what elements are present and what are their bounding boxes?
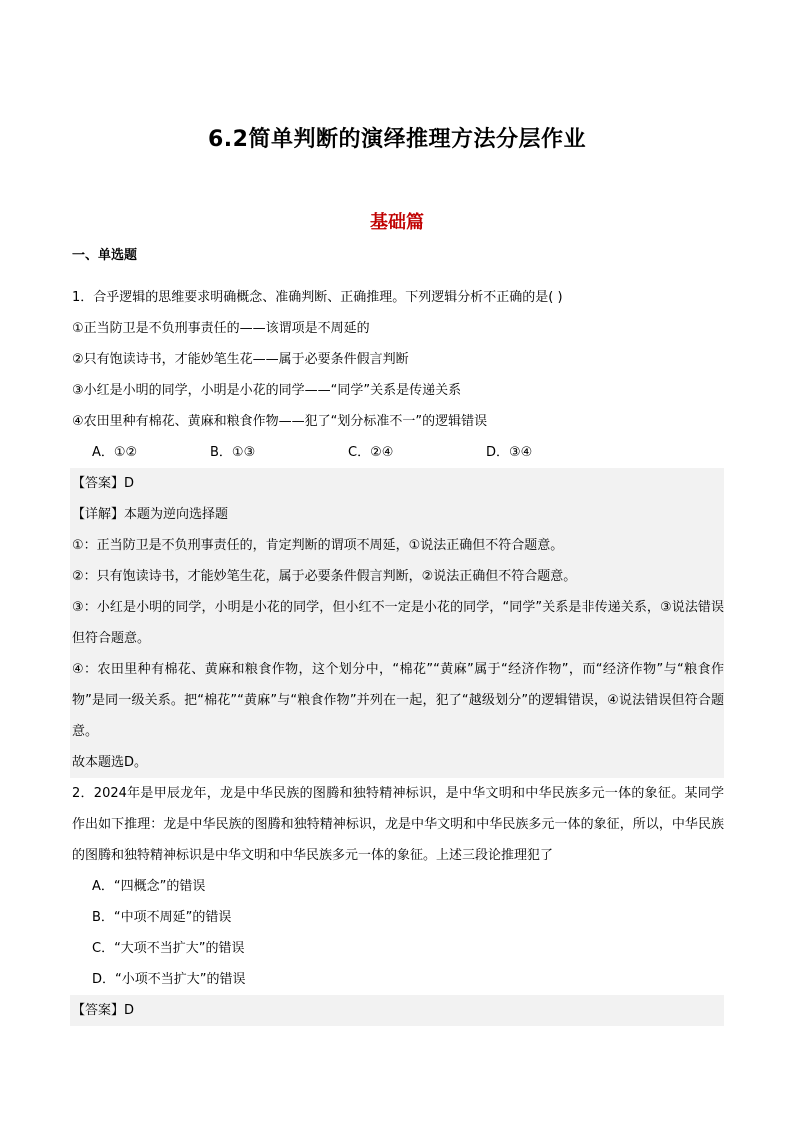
question-1-options xyxy=(70,437,724,468)
question-1-item: ④农田里种有棉花、黄麻和粮食作物——犯了“划分标准不一”的逻辑错误 xyxy=(72,414,488,429)
question-1-item: ①正当防卫是不负刑事责任的——该谓项是不周延的 xyxy=(72,321,370,336)
option-d: D．③④ xyxy=(486,445,533,460)
question-2-stem: 2．2024年是甲辰龙年，龙是中华民族的图腾和独特精神标识，是中华文明和中华民族多元一体的象征。某同学作出如下推理：龙是中华民族的图腾和独特精神标识，龙是中华文明和中华民族多元一体的象征，所以，中华民族的图腾和独特精神标识是中华文明和中华民族多元一体的象征。上述三段论推理犯了 xyxy=(72,786,724,863)
detail-line: ④：农田里种有棉花、黄麻和粮食作物，这个划分中，“棉花”“黄麻”属于“经济作物”，而“经济作物”与“粮食作物”是同一级关系。把“棉花”“黄麻”与“粮食作物”并列在一起，犯了“越级划分”的逻辑错误，④说法错误但符合题意。 xyxy=(72,662,724,739)
question-1-answer-block xyxy=(70,468,724,778)
detail-heading: 【详解】本题为逆向选择题 xyxy=(72,507,229,522)
question-1-item: ②只有饱读诗书，才能妙笔生花——属于必要条件假言判断 xyxy=(72,352,409,367)
document-title: 6.2简单判断的演绎推理方法分层作业 xyxy=(208,127,586,152)
answer-label: 【答案】D xyxy=(72,1003,135,1018)
option-c: C．“大项不当扩大”的错误 xyxy=(92,941,245,956)
option-a: A．①② xyxy=(92,445,138,460)
option-b: B．“中项不周延”的错误 xyxy=(92,910,232,925)
question-2-answer-block xyxy=(70,995,724,1026)
question-content xyxy=(70,282,724,1026)
option-a: A．“四概念”的错误 xyxy=(92,879,206,894)
option-c: C．②④ xyxy=(348,445,394,460)
detail-line: ②：只有饱读诗书，才能妙笔生花，属于必要条件假言判断，②说法正确但不符合题意。 xyxy=(72,569,577,584)
question-1-item: ③小红是小明的同学，小明是小花的同学——“同学”关系是传递关系 xyxy=(72,383,462,398)
answer-label: 【答案】D xyxy=(72,476,135,491)
section-heading: 基础篇 xyxy=(370,212,424,233)
question-1-stem: 1．合乎逻辑的思维要求明确概念、准确判断、正确推理。下列逻辑分析不正确的是( ) xyxy=(72,290,563,305)
option-b: B．①③ xyxy=(210,445,256,460)
detail-line: ③：小红是小明的同学，小明是小花的同学，但小红不一定是小花的同学，“同学”关系是非传递关系，③说法错误但符合题意。 xyxy=(72,600,724,646)
detail-line: ①：正当防卫是不负刑事责任的，肯定判断的谓项不周延，①说法正确但不符合题意。 xyxy=(72,538,564,553)
part-heading: 一、单选题 xyxy=(72,248,138,263)
detail-conclusion: 故本题选D。 xyxy=(72,755,148,770)
option-d: D．“小项不当扩大”的错误 xyxy=(92,972,246,987)
